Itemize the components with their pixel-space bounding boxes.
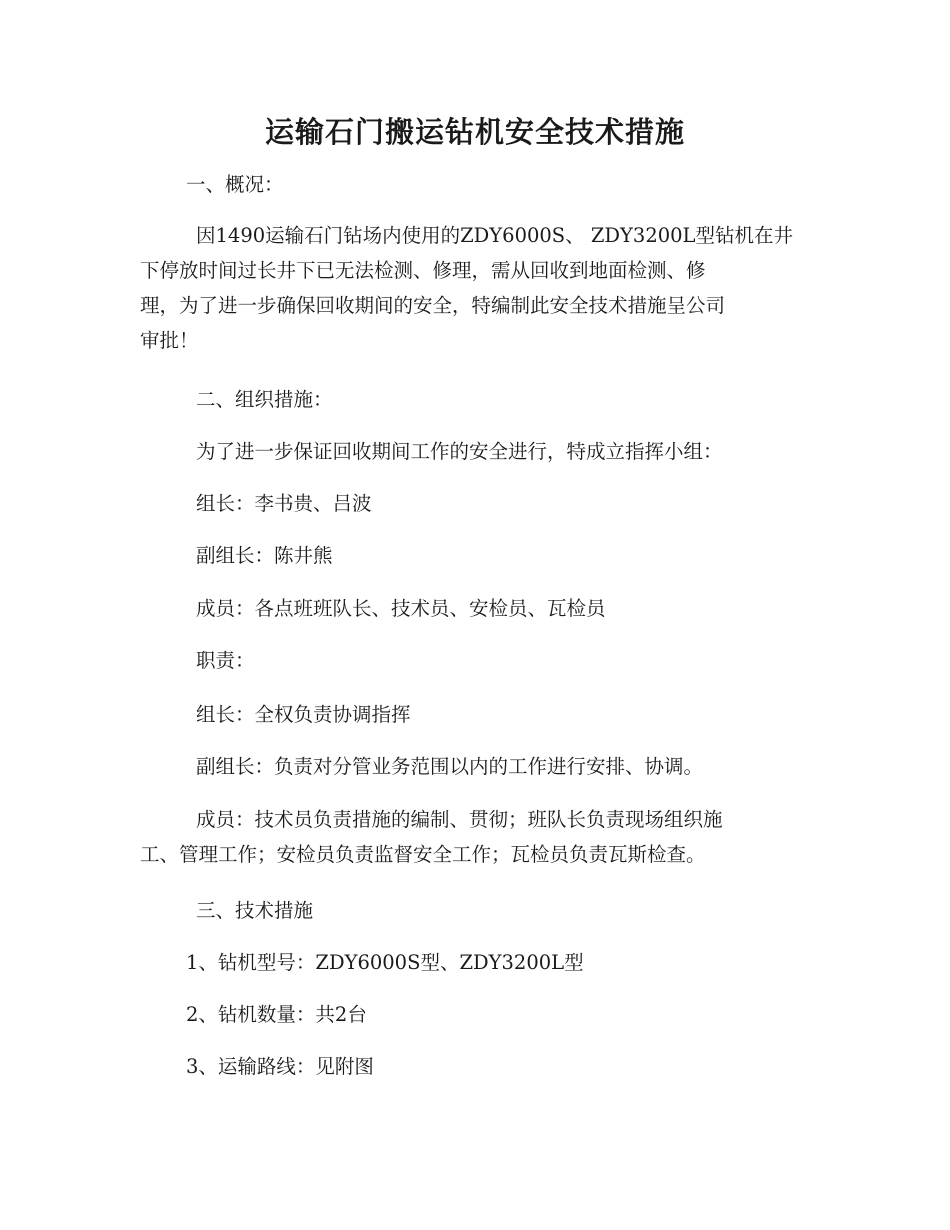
organization-intro: 为了进一步保证回收期间工作的安全进行，特成立指挥小组： [196,440,723,463]
group-deputy: 副组长：陈井熊 [196,544,333,567]
duty-deputy: 副组长：负责对分管业务范围以内的工作进行安排、协调。 [196,755,704,778]
duties-heading: 职责： [196,649,255,672]
group-members: 成员：各点班班队长、技术员、安检员、瓦检员 [196,597,606,620]
tech-item-drill-model: 1、钻机型号：ZDY6000S型、ZDY3200L型 [186,951,584,974]
overview-paragraph [140,218,793,358]
section-heading-organization: 二、组织措施： [196,388,333,411]
group-leader: 组长：李书贵、吕波 [196,492,372,515]
document-title: 运输石门搬运钻机安全技术措施 [264,115,685,149]
paragraph-line: 因1490运输石门钻场内使用的ZDY6000S、 ZDY3200L型钻机在井 [196,224,793,247]
paragraph-line: 下停放时间过长井下已无法检测、修理，需从回收到地面检测、修 [140,259,706,282]
section-heading-overview: 一、概况： [186,173,284,196]
tech-item-transport-route: 3、运输路线：见附图 [186,1055,374,1078]
paragraph-line: 工、管理工作；安检员负责监督安全工作；瓦检员负责瓦斯检查。 [140,843,706,866]
paragraph-line: 审批！ [140,329,199,352]
tech-item-drill-count: 2、钻机数量：共2台 [186,1003,367,1026]
duty-leader: 组长：全权负责协调指挥 [196,703,411,726]
paragraph-line: 理，为了进一步确保回收期间的安全，特编制此安全技术措施呈公司 [140,294,726,317]
duty-members-paragraph [140,802,790,872]
section-heading-technical: 三、技术措施 [196,899,314,922]
paragraph-line: 成员：技术员负责措施的编制、贯彻；班队长负责现场组织施 [196,808,723,831]
